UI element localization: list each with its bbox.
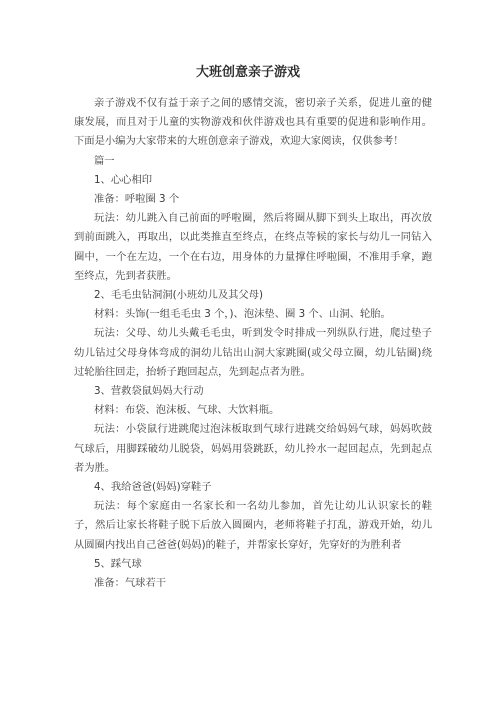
game-title: 5、踩气球 xyxy=(94,557,142,570)
game-rules: 玩法：每个家庭由一名家长和一名幼儿参加，首先让幼儿认识家长的鞋子，然后让家长将鞋子脱下后放入圆圈内，老师将鞋子打乱，游戏开始，幼儿从圆圈内找出自己爸爸(妈妈)的鞋子，并帮家长穿好，先穿好的为胜利者 xyxy=(74,500,432,551)
game-rules: 玩法：幼儿跳入自己前面的呼啦圈，然后将圈从脚下到头上取出，再次放到前面跳入，再取出，以此类推直至终点，在终点等候的家长与幼儿一同钻入圈中，一个在左边，一个在右边，用身体的力量撑住呼啦圈，不准用手拿，跑至终点，先到者获胜。 xyxy=(74,212,432,282)
game-title: 4、我给爸爸(妈妈)穿鞋子 xyxy=(94,481,212,494)
game-title: 2、毛毛虫钻洞洞(小班幼儿及其父母) xyxy=(94,289,264,302)
game-materials: 材料：头饰(一组毛毛虫 3 个，)、泡沫垫、圈 3 个、山洞、轮胎。 xyxy=(94,308,391,321)
game-preparation: 准备：气球若干 xyxy=(94,577,167,590)
game-preparation: 准备：呼啦圈 3 个 xyxy=(94,193,180,206)
document-body xyxy=(74,94,432,593)
game-rules: 玩法：父母、幼儿头戴毛毛虫，听到发令时排成一列纵队行进，爬过垫子幼儿钻过父母身体弯成的洞幼儿钻出山洞大家跳圈(或父母立圈，幼儿钻圈)绕过轮胎往回走，抬轿子跑回起点，先到起点者为胜。 xyxy=(74,327,432,378)
section-heading: 篇一 xyxy=(94,154,115,167)
intro-paragraph: 亲子游戏不仅有益于亲子之间的感情交流，密切亲子关系，促进儿童的健康发展，而且对于儿童的实物游戏和伙伴游戏也具有重要的促进和影响作用。下面是小编为大家带来的大班创意亲子游戏，欢迎大家阅读，仅供参考！ xyxy=(74,97,432,148)
game-title: 3、营救袋鼠妈妈大行动 xyxy=(94,385,204,398)
game-materials: 材料：布袋、泡沫板、气球、大饮料瓶。 xyxy=(94,404,280,417)
game-rules: 玩法：小袋鼠行进跳爬过泡沫板取到气球行进跳交给妈妈气球，妈妈吹鼓气球后，用脚踩破幼儿脱袋，妈妈用袋跳跃，幼儿拎水一起回起点，先到起点者为胜。 xyxy=(74,423,432,474)
game-title: 1、心心相印 xyxy=(94,173,153,186)
document-title: 大班创意亲子游戏 xyxy=(195,65,300,80)
